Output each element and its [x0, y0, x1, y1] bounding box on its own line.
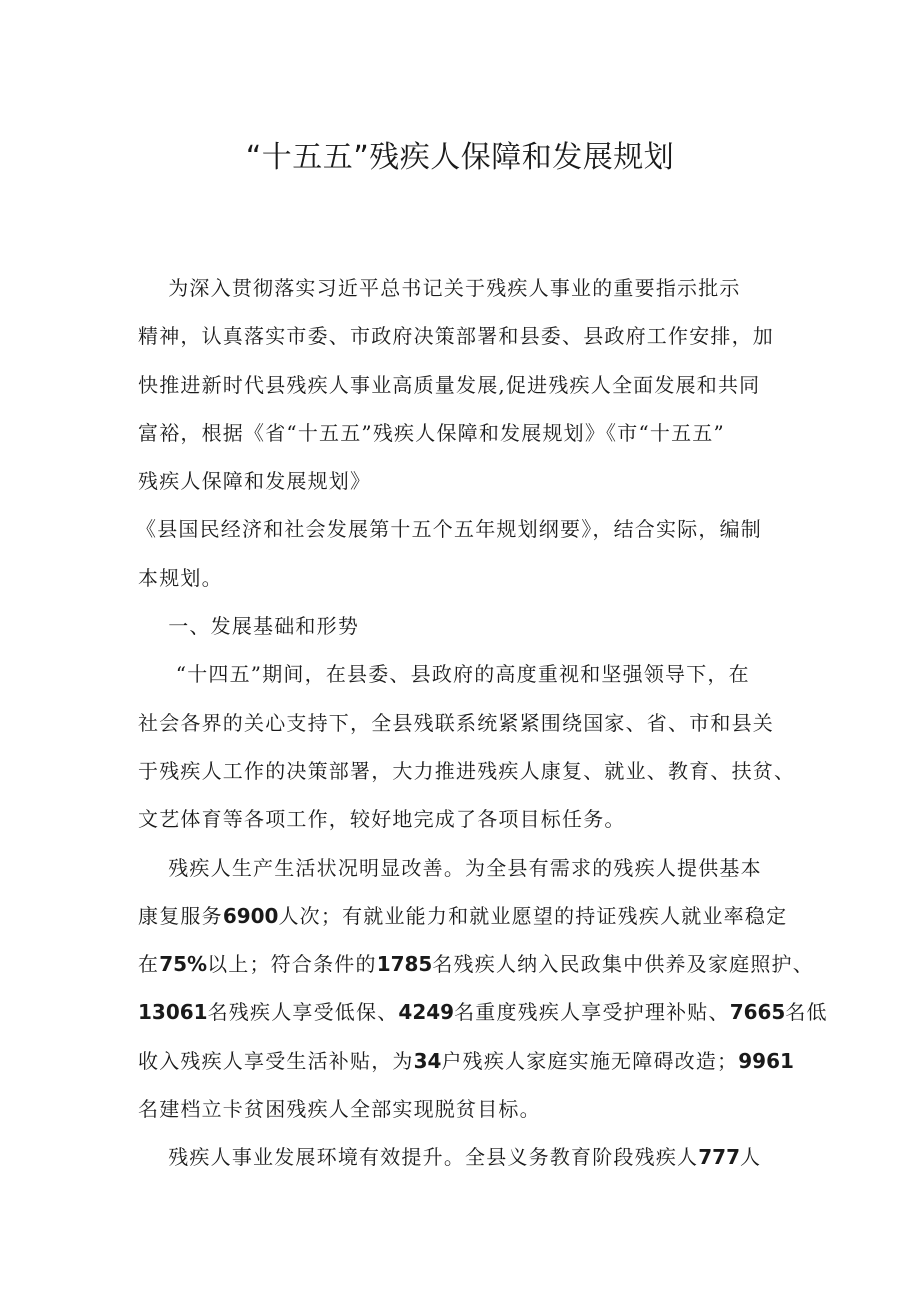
- text-line: 为深入贯彻落实习近平总书记关于残疾人事业的重要指示批示: [138, 276, 741, 300]
- text-line: 富裕，根据《省“十五五”残疾人保障和发展规划》《市“十五五”: [138, 420, 725, 445]
- number-text: 13061: [138, 1000, 208, 1025]
- section-heading: 一、发展基础和形势: [138, 614, 360, 639]
- number-text: 75%: [159, 952, 208, 977]
- text-line: 《县国民经济和社会发展第十五个五年规划纲要》，结合实际，编制: [136, 517, 762, 542]
- document-title: “十五五”残疾人保障和发展规划: [245, 140, 675, 175]
- number-text: 1785: [376, 952, 433, 977]
- number-text: 4249: [398, 1000, 455, 1025]
- number-text: 34: [413, 1048, 442, 1073]
- number-text: 9961: [738, 1048, 794, 1073]
- text-line: 康复服务6900人次；有就业能力和就业愿望的持证残疾人就业率稳定: [138, 903, 788, 928]
- number-text: 6900: [222, 903, 279, 928]
- text-line: 快推进新时代县残疾人事业高质量发展,促进残疾人全面发展和共同: [138, 372, 761, 397]
- text-line: 在75%以上；符合条件的1785名残疾人纳入民政集中供养及家庭照护、: [138, 952, 814, 977]
- text-line: “十四五”期间，在县委、县政府的高度重视和坚强领导下，在: [138, 662, 750, 687]
- text-line: 13061名残疾人享受低保、4249名重度残疾人享受护理补贴、7665名低: [138, 1000, 828, 1025]
- text-line: 名建档立卡贫困残疾人全部实现脱贫目标。: [138, 1097, 541, 1122]
- document-body: [136, 264, 828, 1182]
- text-line: 精神，认真落实市委、市政府决策部署和县委、县政府工作安排，加: [138, 324, 774, 349]
- text-line: 本规划。: [138, 565, 223, 590]
- number-text: 777: [698, 1145, 740, 1170]
- text-line: 残疾人生产生活状况明显改善。为全县有需求的残疾人提供基本: [138, 855, 762, 880]
- text-line: 残疾人事业发展环境有效提升。全县义务教育阶段残疾人777人: [138, 1145, 762, 1170]
- text-line: 于残疾人工作的决策部署，大力推进残疾人康复、就业、教育、扶贫、: [138, 758, 796, 783]
- text-line: 残疾人保障和发展规划》: [138, 469, 372, 494]
- text-line: 文艺体育等各项工作，较好地完成了各项目标任务。: [138, 807, 626, 832]
- text-line: 社会各界的关心支持下，全县残联系统紧紧围绕国家、省、市和县关: [138, 710, 774, 735]
- text-line: 收入残疾人享受生活补贴，为34户残疾人家庭实施无障碍改造；9961: [138, 1048, 794, 1073]
- number-text: 7665: [729, 1000, 786, 1025]
